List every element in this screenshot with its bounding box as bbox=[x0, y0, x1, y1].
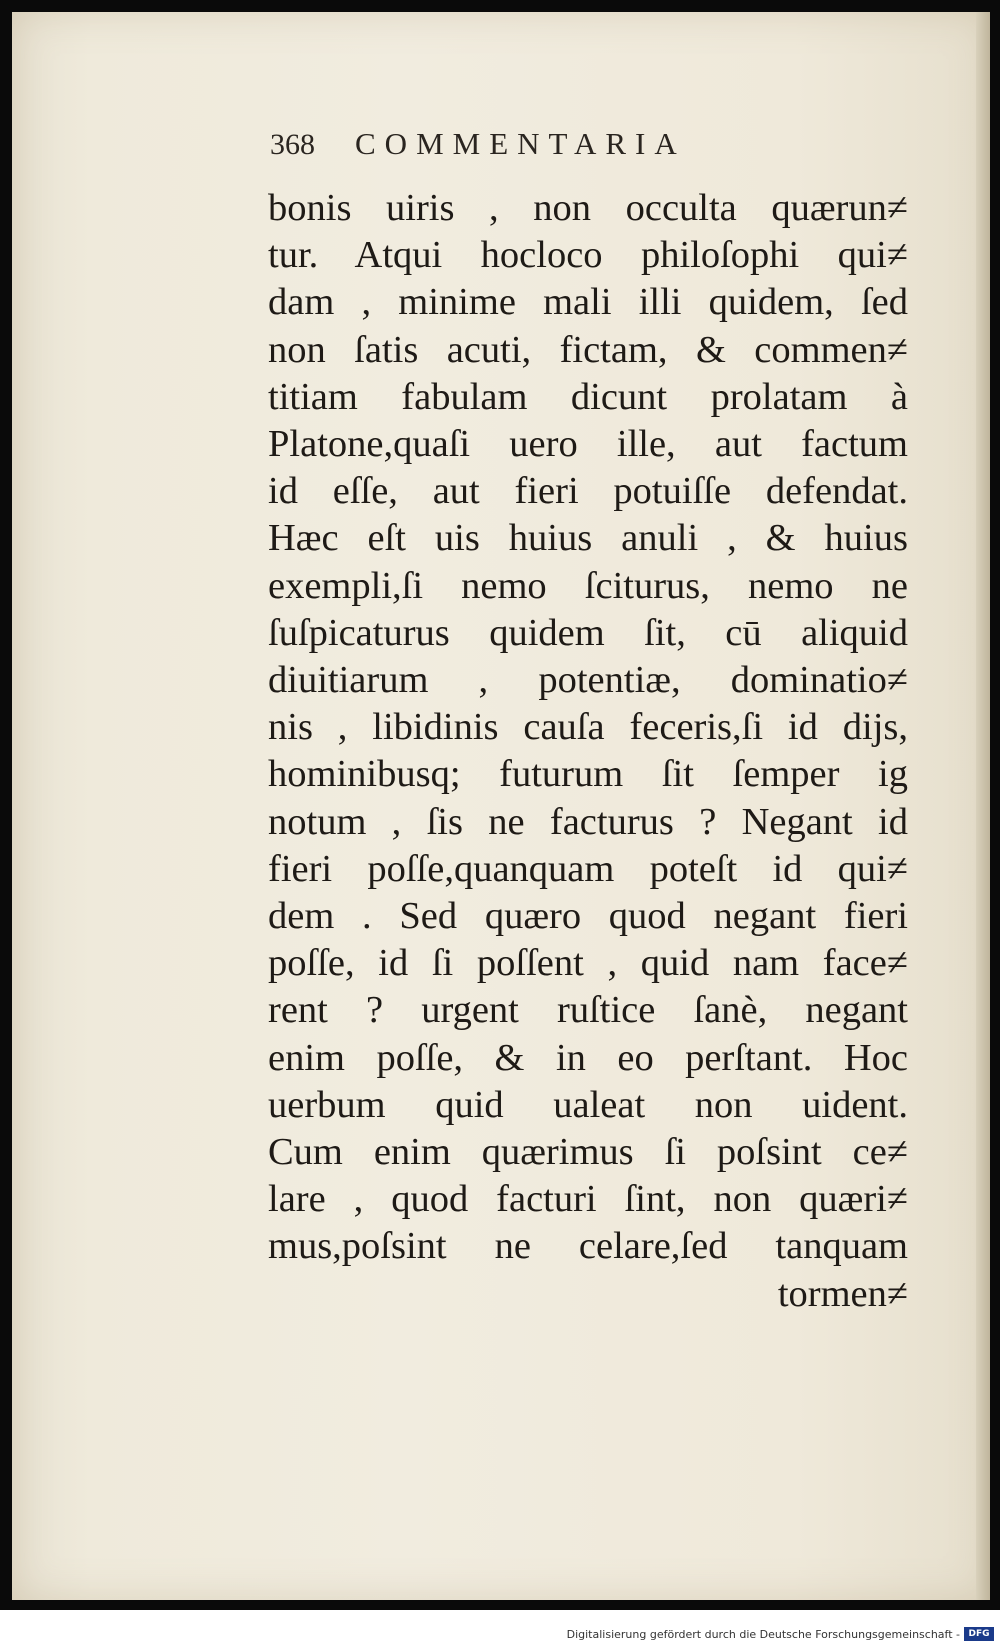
text-line: notum , ſis ne facturus ? Negant id bbox=[268, 800, 908, 843]
text-line: fieri poſſe,quanquam poteſt id qui≠ bbox=[268, 847, 908, 890]
text-line: Platone,quaſi uero ille, aut factum bbox=[268, 423, 908, 466]
catchword: tormen≠ bbox=[777, 1272, 908, 1315]
text-line: uerbum quid ualeat non uident. bbox=[268, 1083, 908, 1126]
running-title: COMMENTARIA bbox=[355, 126, 686, 161]
text-line: diuitiarum , potentiæ, dominatio≠ bbox=[268, 659, 908, 702]
text-line: id eſſe, aut fieri potuiſſe defendat. bbox=[268, 470, 908, 513]
text-line: exempli,ſi nemo ſciturus, nemo ne bbox=[268, 564, 908, 607]
text-line: lare , quod facturi ſint, non quæri≠ bbox=[268, 1178, 908, 1221]
text-line: rent ? urgent ruſtice ſanè, negant bbox=[268, 989, 908, 1032]
text-line: enim poſſe, & in eo perſtant. Hoc bbox=[268, 1036, 908, 1079]
text-line: Hæc eſt uis huius anuli , & huius bbox=[268, 517, 908, 560]
digitization-credit: Digitalisierung gefördert durch die Deutsche Forschungsgemeinschaft - bbox=[566, 1628, 960, 1641]
text-line: dam , minime mali illi quidem, ſed bbox=[268, 281, 908, 324]
dfg-logo: DFG bbox=[964, 1627, 994, 1641]
text-line: ſuſpicaturus quidem ſit, cū aliquid bbox=[268, 611, 908, 654]
text-line: nis , libidinis cauſa feceris,ſi id dijs, bbox=[268, 706, 908, 749]
text-line: poſſe, id ſi poſſent , quid nam face≠ bbox=[268, 942, 908, 985]
text-line: Cum enim quærimus ſi poſsint ce≠ bbox=[268, 1131, 908, 1174]
page-edge bbox=[976, 12, 990, 1600]
running-head bbox=[270, 126, 870, 166]
text-line: tur. Atqui hocloco philoſophi qui≠ bbox=[268, 234, 908, 277]
body-text bbox=[268, 185, 908, 1318]
page-number: 368 bbox=[270, 128, 315, 161]
text-line: titiam fabulam dicunt prolatam à bbox=[268, 375, 908, 418]
text-line: dem . Sed quæro quod negant fieri bbox=[268, 895, 908, 938]
text-line: bonis uiris , non occulta quærun≠ bbox=[268, 187, 908, 229]
text-line: hominibusq; futurum ſit ſemper ig bbox=[268, 753, 908, 796]
text-line: non ſatis acuti, fictam, & commen≠ bbox=[268, 328, 908, 371]
text-line: mus,poſsint ne celare,ſed tanquam bbox=[268, 1225, 908, 1268]
